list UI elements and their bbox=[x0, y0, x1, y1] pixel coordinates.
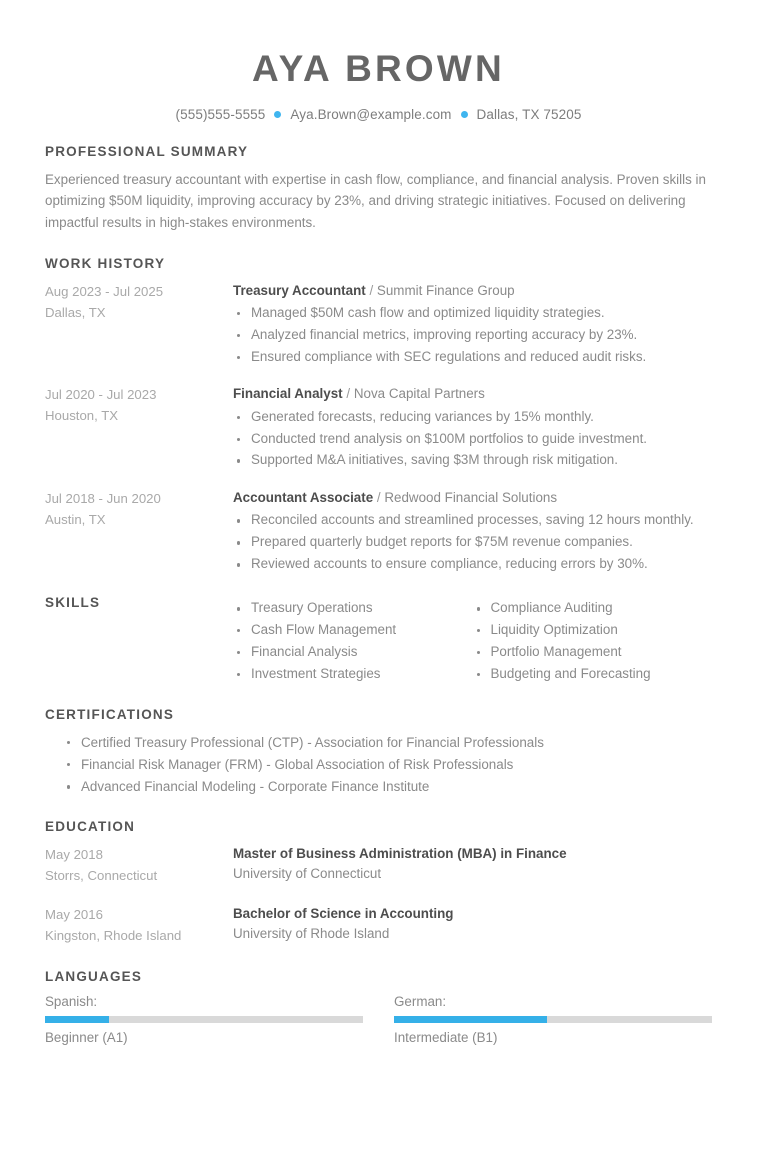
list-item: Portfolio Management bbox=[473, 642, 713, 663]
candidate-name: AYA BROWN bbox=[252, 48, 505, 89]
skills-column-2 bbox=[473, 597, 713, 685]
education-degree: Bachelor of Science in Accounting bbox=[233, 906, 454, 921]
work-entry-company: Summit Finance Group bbox=[376, 282, 515, 298]
work-entry bbox=[45, 281, 712, 368]
work-entry-location: Austin, TX bbox=[45, 512, 106, 528]
work-entry-bullets bbox=[233, 303, 712, 368]
education-entry-location: Kingston, Rhode Island bbox=[45, 927, 182, 943]
work-entry-role: Accountant Associate bbox=[233, 490, 374, 506]
section-title-education: EDUCATION bbox=[45, 819, 136, 835]
work-entry-separator: / bbox=[369, 282, 374, 298]
work-entry bbox=[45, 488, 712, 575]
education-entry-meta bbox=[45, 844, 233, 887]
education-entry-date: May 2018 bbox=[45, 847, 103, 863]
work-entry-body bbox=[233, 384, 712, 471]
work-entry-location: Dallas, TX bbox=[45, 304, 106, 320]
work-entry-bullets bbox=[233, 510, 712, 575]
email-address[interactable]: Aya.Brown@example.com bbox=[290, 106, 452, 122]
education-entry-date: May 2016 bbox=[45, 907, 103, 922]
separator-dot-icon bbox=[461, 111, 468, 118]
language-proficiency-bar bbox=[45, 1016, 363, 1023]
education-entry-body bbox=[233, 904, 712, 945]
work-entry-heading bbox=[233, 384, 712, 404]
languages-grid bbox=[45, 994, 712, 1045]
work-entry-company: Nova Capital Partners bbox=[353, 386, 485, 402]
language-proficiency-fill bbox=[45, 1016, 109, 1023]
skills-label-col bbox=[45, 595, 233, 610]
work-entry-dates: Aug 2023 - Jul 2025 bbox=[45, 283, 164, 299]
section-work-history bbox=[45, 256, 712, 575]
language-item bbox=[394, 994, 712, 1045]
summary-text: Experienced treasury accountant with expertise in cash flow, compliance, and financial analysis. Proven skills in optimizing $50M liquidity, improving accuracy by 23%, and driving strategic initiatives. Focused on delivering impactful results in high-stakes environments. bbox=[45, 171, 706, 230]
list-item: Budgeting and Forecasting bbox=[473, 664, 713, 685]
work-entry-dates: Jul 2018 - Jun 2020 bbox=[45, 491, 161, 507]
work-entry-meta bbox=[45, 384, 233, 427]
section-certifications bbox=[45, 707, 712, 798]
list-item: Treasury Operations bbox=[233, 598, 473, 619]
section-title-summary: PROFESSIONAL SUMMARY bbox=[45, 143, 249, 159]
language-level: Intermediate (B1) bbox=[394, 1029, 498, 1045]
language-proficiency-bar bbox=[394, 1016, 712, 1023]
work-entry-bullets bbox=[233, 407, 712, 472]
education-school: University of Rhode Island bbox=[233, 926, 390, 942]
work-entry-role: Treasury Accountant bbox=[233, 282, 366, 298]
work-entry bbox=[45, 384, 712, 471]
language-proficiency-fill bbox=[394, 1016, 547, 1023]
section-education bbox=[45, 819, 712, 946]
contact-line bbox=[45, 107, 712, 122]
list-item: Analyzed financial metrics, improving reporting accuracy by 23%. bbox=[233, 325, 712, 346]
list-item: Conducted trend analysis on $100M portfolios to guide investment. bbox=[233, 429, 712, 450]
resume-header bbox=[45, 0, 712, 122]
education-entry-meta bbox=[45, 904, 233, 947]
language-name: German: bbox=[394, 993, 447, 1009]
separator-dot-icon bbox=[274, 111, 281, 118]
list-item: Liquidity Optimization bbox=[473, 620, 713, 641]
phone-number[interactable]: (555)555-5555 bbox=[175, 106, 266, 122]
section-languages bbox=[45, 969, 712, 1045]
section-title-work-history: WORK HISTORY bbox=[45, 255, 166, 271]
list-item: Generated forecasts, reducing variances by 15% monthly. bbox=[233, 407, 712, 428]
education-entry bbox=[45, 904, 712, 947]
skills-column-1 bbox=[233, 597, 473, 685]
list-item: Supported M&A initiatives, saving $3M through risk mitigation. bbox=[233, 450, 712, 471]
skills-columns bbox=[233, 595, 712, 685]
language-item bbox=[45, 994, 363, 1045]
work-entry-company: Redwood Financial Solutions bbox=[384, 490, 558, 506]
section-title-skills: SKILLS bbox=[45, 595, 101, 611]
work-entry-separator: / bbox=[376, 490, 381, 506]
work-entry-heading bbox=[233, 488, 712, 508]
work-entry-meta bbox=[45, 488, 233, 531]
work-entry-body bbox=[233, 488, 712, 575]
education-degree: Master of Business Administration (MBA) in Finance bbox=[233, 846, 567, 862]
section-title-languages: LANGUAGES bbox=[45, 968, 143, 984]
work-entry-meta bbox=[45, 281, 233, 324]
list-item: Financial Risk Manager (FRM) - Global Association of Risk Professionals bbox=[63, 754, 712, 775]
education-entry-body bbox=[233, 844, 712, 885]
work-entry-body bbox=[233, 281, 712, 368]
list-item: Compliance Auditing bbox=[473, 598, 713, 619]
work-entry-heading bbox=[233, 281, 712, 301]
work-entry-location: Houston, TX bbox=[45, 408, 119, 424]
section-title-certifications: CERTIFICATIONS bbox=[45, 706, 175, 722]
work-entry-role: Financial Analyst bbox=[233, 386, 343, 402]
location: Dallas, TX 75205 bbox=[476, 106, 582, 122]
education-school: University of Connecticut bbox=[233, 866, 382, 882]
list-item: Ensured compliance with SEC regulations and reduced audit risks. bbox=[233, 347, 712, 368]
list-item: Cash Flow Management bbox=[233, 620, 473, 641]
list-item: Investment Strategies bbox=[233, 664, 473, 685]
language-name: Spanish: bbox=[45, 993, 98, 1009]
section-skills bbox=[45, 595, 712, 685]
list-item: Reviewed accounts to ensure compliance, reducing errors by 30%. bbox=[233, 554, 712, 575]
list-item: Managed $50M cash flow and optimized liquidity strategies. bbox=[233, 303, 712, 324]
work-entry-dates: Jul 2020 - Jul 2023 bbox=[45, 387, 157, 403]
work-entry-separator: / bbox=[346, 386, 351, 402]
list-item: Financial Analysis bbox=[233, 642, 473, 663]
list-item: Certified Treasury Professional (CTP) - Association for Financial Professionals bbox=[63, 732, 712, 753]
education-entry bbox=[45, 844, 712, 887]
list-item: Prepared quarterly budget reports for $75M revenue companies. bbox=[233, 532, 712, 553]
section-professional-summary bbox=[45, 144, 712, 234]
language-level: Beginner (A1) bbox=[45, 1029, 128, 1045]
education-entry-location: Storrs, Connecticut bbox=[45, 868, 158, 884]
list-item: Advanced Financial Modeling - Corporate Finance Institute bbox=[63, 776, 712, 797]
skills-layout bbox=[45, 595, 712, 685]
list-item: Reconciled accounts and streamlined processes, saving 12 hours monthly. bbox=[233, 510, 712, 531]
certifications-list bbox=[45, 732, 712, 798]
